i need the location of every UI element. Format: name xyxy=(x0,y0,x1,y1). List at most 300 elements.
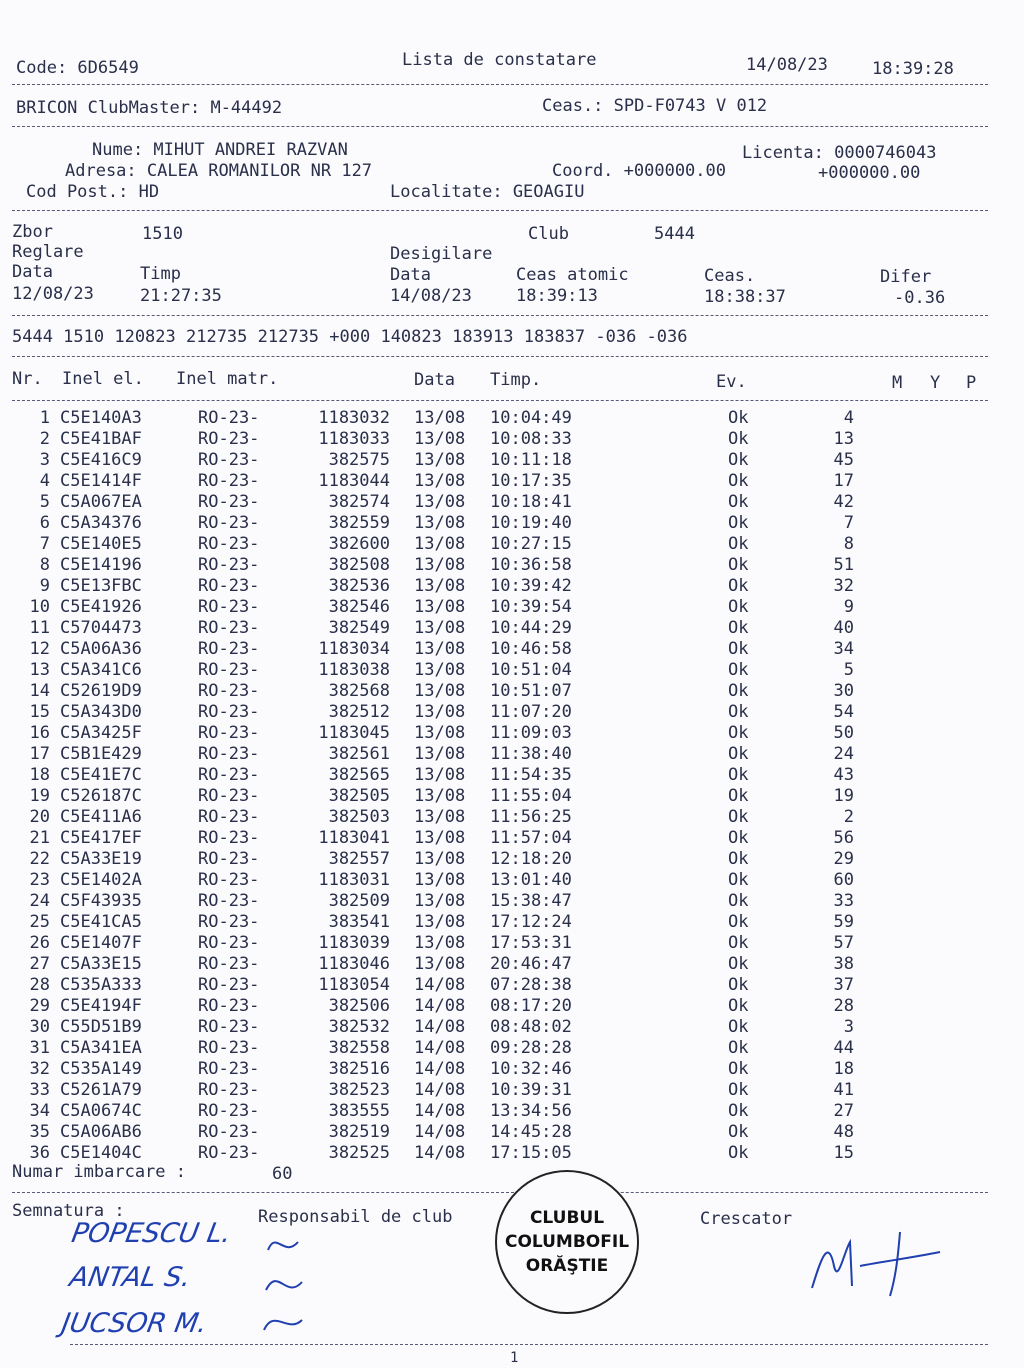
position-number: 13 xyxy=(833,429,854,449)
ring-prefix: RO-23- xyxy=(198,765,260,785)
ring-number: 382516 xyxy=(328,1059,390,1079)
table-row xyxy=(0,1080,1024,1101)
arrival-date: 14/08 xyxy=(414,1038,466,1058)
ring-number: 383555 xyxy=(328,1101,390,1121)
divider xyxy=(12,1192,988,1193)
position-number: 54 xyxy=(833,702,854,722)
club-stamp xyxy=(495,1170,639,1314)
row-number: 3 xyxy=(39,450,50,470)
ring-electronic: C5A34376 xyxy=(60,513,142,533)
ring-number: 382506 xyxy=(328,996,390,1016)
table-row xyxy=(0,555,1024,576)
row-number: 14 xyxy=(29,681,50,701)
arrival-date: 13/08 xyxy=(414,870,466,890)
col-inel-el: Inel el. xyxy=(62,369,144,389)
table-row xyxy=(0,828,1024,849)
ring-electronic: C5A06A36 xyxy=(60,639,142,659)
club-label: Club xyxy=(528,224,569,244)
table-row xyxy=(0,660,1024,681)
ring-electronic: C5B1E429 xyxy=(60,744,142,764)
ring-electronic: C5E1407F xyxy=(60,933,142,953)
arrival-date: 14/08 xyxy=(414,1059,466,1079)
position-number: 5 xyxy=(843,660,854,680)
arrival-time: 10:32:46 xyxy=(490,1059,572,1079)
reglare-date: 12/08/23 xyxy=(12,284,94,304)
event-status: Ok xyxy=(728,618,749,638)
arrival-date: 13/08 xyxy=(414,513,466,533)
position-number: 45 xyxy=(833,450,854,470)
ring-electronic: C5E417EF xyxy=(60,828,142,848)
event-status: Ok xyxy=(728,933,749,953)
ceas-label: Ceas. xyxy=(704,266,756,286)
ring-electronic: C5E140A3 xyxy=(60,408,142,428)
table-row xyxy=(0,471,1024,492)
table-row xyxy=(0,1122,1024,1143)
arrival-time: 17:12:24 xyxy=(490,912,572,932)
table-row xyxy=(0,786,1024,807)
event-status: Ok xyxy=(728,681,749,701)
ring-electronic: C5E140E5 xyxy=(60,534,142,554)
arrival-date: 13/08 xyxy=(414,954,466,974)
ring-prefix: RO-23- xyxy=(198,1017,260,1037)
club-responsible-label: Responsabil de club xyxy=(258,1207,453,1227)
arrival-time: 11:55:04 xyxy=(490,786,572,806)
arrival-time: 10:04:49 xyxy=(490,408,572,428)
arrival-date: 13/08 xyxy=(414,702,466,722)
arrival-time: 14:45:28 xyxy=(490,1122,572,1142)
arrival-date: 13/08 xyxy=(414,849,466,869)
owner-postal-code: Cod Post.: HD xyxy=(26,182,160,202)
ring-electronic: C5A341EA xyxy=(60,1038,142,1058)
table-row xyxy=(0,408,1024,429)
row-number: 12 xyxy=(29,639,50,659)
divider xyxy=(12,210,988,211)
arrival-date: 13/08 xyxy=(414,681,466,701)
ring-prefix: RO-23- xyxy=(198,744,260,764)
event-status: Ok xyxy=(728,492,749,512)
row-number: 25 xyxy=(29,912,50,932)
document-title: Lista de constatare xyxy=(402,50,597,70)
breeder-label: Crescator xyxy=(700,1209,793,1229)
table-row xyxy=(0,1017,1024,1038)
position-number: 32 xyxy=(833,576,854,596)
table-row xyxy=(0,576,1024,597)
ring-electronic: C52619D9 xyxy=(60,681,142,701)
ring-electronic: C5E41E7C xyxy=(60,765,142,785)
event-status: Ok xyxy=(728,996,749,1016)
arrival-time: 10:39:42 xyxy=(490,576,572,596)
col-y: Y xyxy=(930,373,941,393)
table-row xyxy=(0,912,1024,933)
handwritten-name: ANTAL S. xyxy=(67,1262,194,1293)
row-number: 26 xyxy=(29,933,50,953)
arrival-time: 08:17:20 xyxy=(490,996,572,1016)
table-row xyxy=(0,513,1024,534)
ceas-atomic-label: Ceas atomic xyxy=(516,265,629,285)
arrival-date: 14/08 xyxy=(414,1143,466,1163)
owner-coord2: +000000.00 xyxy=(818,163,921,183)
event-status: Ok xyxy=(728,471,749,491)
ring-prefix: RO-23- xyxy=(198,471,260,491)
divider xyxy=(12,356,988,357)
table-row xyxy=(0,1143,1024,1164)
divider xyxy=(70,1344,988,1345)
table-row xyxy=(0,933,1024,954)
ring-electronic: C5A341C6 xyxy=(60,660,142,680)
ring-number: 382536 xyxy=(328,576,390,596)
ring-electronic: C5A067EA xyxy=(60,492,142,512)
row-number: 9 xyxy=(39,576,50,596)
ring-number: 382557 xyxy=(328,849,390,869)
position-number: 50 xyxy=(833,723,854,743)
ring-electronic: C5A0674C xyxy=(60,1101,142,1121)
ring-prefix: RO-23- xyxy=(198,1080,260,1100)
owner-locality: Localitate: GEOAGIU xyxy=(390,182,585,202)
position-number: 44 xyxy=(833,1038,854,1058)
event-status: Ok xyxy=(728,954,749,974)
event-status: Ok xyxy=(728,891,749,911)
arrival-time: 11:09:03 xyxy=(490,723,572,743)
event-status: Ok xyxy=(728,807,749,827)
ring-electronic: C5E13FBC xyxy=(60,576,142,596)
position-number: 27 xyxy=(833,1101,854,1121)
owner-coord: Coord. +000000.00 xyxy=(552,161,726,181)
boarding-count: 60 xyxy=(272,1164,293,1184)
ring-number: 382523 xyxy=(328,1080,390,1100)
event-status: Ok xyxy=(728,660,749,680)
arrival-date: 14/08 xyxy=(414,975,466,995)
table-row xyxy=(0,681,1024,702)
position-number: 30 xyxy=(833,681,854,701)
event-status: Ok xyxy=(728,639,749,659)
ring-prefix: RO-23- xyxy=(198,849,260,869)
row-number: 35 xyxy=(29,1122,50,1142)
ring-prefix: RO-23- xyxy=(198,450,260,470)
ring-number: 1183054 xyxy=(318,975,390,995)
arrival-time: 10:39:54 xyxy=(490,597,572,617)
row-number: 10 xyxy=(29,597,50,617)
arrival-time: 17:15:05 xyxy=(490,1143,572,1163)
ring-prefix: RO-23- xyxy=(198,723,260,743)
table-row xyxy=(0,723,1024,744)
ring-number: 1183034 xyxy=(318,639,390,659)
event-status: Ok xyxy=(728,1080,749,1100)
ring-electronic: C5E41CA5 xyxy=(60,912,142,932)
code-label: Code: 6D6549 xyxy=(16,58,139,78)
code-line: 5444 1510 120823 212735 212735 +000 140823 183913 183837 -036 -036 xyxy=(12,327,688,347)
ring-number: 382575 xyxy=(328,450,390,470)
arrival-time: 13:01:40 xyxy=(490,870,572,890)
clock-id: Ceas.: SPD-F0743 V 012 xyxy=(542,96,768,116)
arrival-time: 20:46:47 xyxy=(490,954,572,974)
ring-number: 383541 xyxy=(328,912,390,932)
ring-number: 382525 xyxy=(328,1143,390,1163)
col-p: P xyxy=(966,373,977,393)
ring-prefix: RO-23- xyxy=(198,1059,260,1079)
arrival-time: 10:11:18 xyxy=(490,450,572,470)
ring-prefix: RO-23- xyxy=(198,555,260,575)
divider xyxy=(12,315,988,316)
reglare-label: Reglare xyxy=(12,242,84,262)
ring-electronic: C5A33E19 xyxy=(60,849,142,869)
arrival-date: 13/08 xyxy=(414,597,466,617)
table-row xyxy=(0,618,1024,639)
ring-prefix: RO-23- xyxy=(198,891,260,911)
arrival-time: 10:36:58 xyxy=(490,555,572,575)
table-row xyxy=(0,1101,1024,1122)
ring-electronic: C5E411A6 xyxy=(60,807,142,827)
arrival-time: 10:51:07 xyxy=(490,681,572,701)
position-number: 9 xyxy=(843,597,854,617)
arrival-date: 13/08 xyxy=(414,933,466,953)
arrival-time: 10:08:33 xyxy=(490,429,572,449)
row-number: 13 xyxy=(29,660,50,680)
row-number: 22 xyxy=(29,849,50,869)
ring-number: 382568 xyxy=(328,681,390,701)
arrival-date: 13/08 xyxy=(414,534,466,554)
position-number: 40 xyxy=(833,618,854,638)
desigilare-clock: 18:38:37 xyxy=(704,287,786,307)
flight-label: Zbor xyxy=(12,222,53,242)
header-date: 14/08/23 xyxy=(746,55,828,75)
ring-prefix: RO-23- xyxy=(198,1122,260,1142)
arrival-time: 11:56:25 xyxy=(490,807,572,827)
table-row xyxy=(0,954,1024,975)
row-number: 5 xyxy=(39,492,50,512)
position-number: 43 xyxy=(833,765,854,785)
ring-electronic: C5E41926 xyxy=(60,597,142,617)
row-number: 34 xyxy=(29,1101,50,1121)
col-nr: Nr. xyxy=(12,369,43,389)
event-status: Ok xyxy=(728,1143,749,1163)
ring-prefix: RO-23- xyxy=(198,807,260,827)
position-number: 56 xyxy=(833,828,854,848)
ring-prefix: RO-23- xyxy=(198,513,260,533)
handwritten-initials xyxy=(258,1222,318,1352)
ring-number: 1183038 xyxy=(318,660,390,680)
event-status: Ok xyxy=(728,1017,749,1037)
position-number: 60 xyxy=(833,870,854,890)
row-number: 15 xyxy=(29,702,50,722)
divider xyxy=(12,126,988,127)
desigilare-atomic: 18:39:13 xyxy=(516,286,598,306)
reglare-time: 21:27:35 xyxy=(140,286,222,306)
arrival-time: 10:51:04 xyxy=(490,660,572,680)
table-row xyxy=(0,450,1024,471)
row-number: 6 xyxy=(39,513,50,533)
event-status: Ok xyxy=(728,912,749,932)
arrival-date: 13/08 xyxy=(414,429,466,449)
position-number: 42 xyxy=(833,492,854,512)
ring-number: 382512 xyxy=(328,702,390,722)
handwritten-name: JUCSOR M. xyxy=(59,1308,210,1339)
event-status: Ok xyxy=(728,702,749,722)
arrival-time: 13:34:56 xyxy=(490,1101,572,1121)
row-number: 32 xyxy=(29,1059,50,1079)
row-number: 24 xyxy=(29,891,50,911)
arrival-time: 08:48:02 xyxy=(490,1017,572,1037)
col-m: M xyxy=(892,373,903,393)
ring-electronic: C535A333 xyxy=(60,975,142,995)
arrival-time: 15:38:47 xyxy=(490,891,572,911)
ring-electronic: C5A343D0 xyxy=(60,702,142,722)
stamp-line: CLUBUL xyxy=(529,1208,605,1228)
page-number: 1 xyxy=(510,1350,519,1366)
club-number: 5444 xyxy=(654,224,695,244)
row-number: 36 xyxy=(29,1143,50,1163)
ring-number: 382532 xyxy=(328,1017,390,1037)
arrival-date: 14/08 xyxy=(414,1017,466,1037)
row-number: 1 xyxy=(39,408,50,428)
arrival-date: 13/08 xyxy=(414,828,466,848)
event-status: Ok xyxy=(728,555,749,575)
owner-name: Nume: MIHUT ANDREI RAZVAN xyxy=(92,140,348,160)
arrival-date: 13/08 xyxy=(414,723,466,743)
position-number: 24 xyxy=(833,744,854,764)
ring-prefix: RO-23- xyxy=(198,1143,260,1163)
ring-electronic: C5A33E15 xyxy=(60,954,142,974)
ring-number: 382546 xyxy=(328,597,390,617)
data-label-2: Data xyxy=(390,265,431,285)
ring-electronic: C5E14196 xyxy=(60,555,142,575)
row-number: 29 xyxy=(29,996,50,1016)
ring-electronic: C5E1402A xyxy=(60,870,142,890)
data-label: Data xyxy=(12,262,53,282)
row-number: 20 xyxy=(29,807,50,827)
ring-number: 1183041 xyxy=(318,828,390,848)
signature-label: Semnatura : xyxy=(12,1201,125,1221)
table-row xyxy=(0,492,1024,513)
position-number: 57 xyxy=(833,933,854,953)
event-status: Ok xyxy=(728,576,749,596)
arrival-date: 13/08 xyxy=(414,576,466,596)
ring-prefix: RO-23- xyxy=(198,492,260,512)
ring-number: 382558 xyxy=(328,1038,390,1058)
ring-prefix: RO-23- xyxy=(198,702,260,722)
ring-prefix: RO-23- xyxy=(198,996,260,1016)
event-status: Ok xyxy=(728,1122,749,1142)
ring-prefix: RO-23- xyxy=(198,534,260,554)
position-number: 48 xyxy=(833,1122,854,1142)
arrival-time: 11:54:35 xyxy=(490,765,572,785)
row-number: 27 xyxy=(29,954,50,974)
row-number: 31 xyxy=(29,1038,50,1058)
arrival-date: 13/08 xyxy=(414,744,466,764)
ring-number: 382559 xyxy=(328,513,390,533)
table-row xyxy=(0,870,1024,891)
event-status: Ok xyxy=(728,849,749,869)
arrival-date: 13/08 xyxy=(414,639,466,659)
ring-prefix: RO-23- xyxy=(198,954,260,974)
ring-prefix: RO-23- xyxy=(198,681,260,701)
arrival-date: 13/08 xyxy=(414,807,466,827)
arrival-time: 10:39:31 xyxy=(490,1080,572,1100)
ring-number: 1183031 xyxy=(318,870,390,890)
ring-number: 1183044 xyxy=(318,471,390,491)
arrival-date: 13/08 xyxy=(414,786,466,806)
row-number: 17 xyxy=(29,744,50,764)
event-status: Ok xyxy=(728,975,749,995)
timp-label: Timp xyxy=(140,264,181,284)
col-ev: Ev. xyxy=(716,372,747,392)
header-time: 18:39:28 xyxy=(872,59,954,79)
desigilare-label: Desigilare xyxy=(390,244,493,264)
ring-number: 1183046 xyxy=(318,954,390,974)
row-number: 18 xyxy=(29,765,50,785)
ring-electronic: C5E4194F xyxy=(60,996,142,1016)
position-number: 8 xyxy=(843,534,854,554)
row-number: 21 xyxy=(29,828,50,848)
ring-number: 382509 xyxy=(328,891,390,911)
ring-number: 382505 xyxy=(328,786,390,806)
table-row xyxy=(0,1059,1024,1080)
arrival-date: 13/08 xyxy=(414,555,466,575)
ring-number: 382574 xyxy=(328,492,390,512)
ring-number: 1183033 xyxy=(318,429,390,449)
difer-label: Difer xyxy=(880,267,932,287)
position-number: 2 xyxy=(843,807,854,827)
arrival-date: 13/08 xyxy=(414,450,466,470)
difference: -0.36 xyxy=(894,288,946,308)
event-status: Ok xyxy=(728,408,749,428)
breeder-signature xyxy=(800,1222,950,1302)
divider xyxy=(12,84,988,85)
ring-electronic: C535A149 xyxy=(60,1059,142,1079)
ring-prefix: RO-23- xyxy=(198,975,260,995)
row-number: 16 xyxy=(29,723,50,743)
row-number: 30 xyxy=(29,1017,50,1037)
position-number: 4 xyxy=(843,408,854,428)
table-row xyxy=(0,597,1024,618)
row-number: 33 xyxy=(29,1080,50,1100)
ring-prefix: RO-23- xyxy=(198,660,260,680)
ring-number: 382600 xyxy=(328,534,390,554)
arrival-time: 12:18:20 xyxy=(490,849,572,869)
ring-number: 1183032 xyxy=(318,408,390,428)
table-row xyxy=(0,996,1024,1017)
table-row xyxy=(0,639,1024,660)
ring-prefix: RO-23- xyxy=(198,576,260,596)
event-status: Ok xyxy=(728,723,749,743)
row-number: 4 xyxy=(39,471,50,491)
row-number: 28 xyxy=(29,975,50,995)
position-number: 28 xyxy=(833,996,854,1016)
arrival-time: 17:53:31 xyxy=(490,933,572,953)
position-number: 34 xyxy=(833,639,854,659)
col-data: Data xyxy=(414,370,455,390)
event-status: Ok xyxy=(728,534,749,554)
handwritten-name: POPESCU L. xyxy=(69,1218,234,1249)
event-status: Ok xyxy=(728,429,749,449)
arrival-date: 13/08 xyxy=(414,408,466,428)
ring-electronic: C526187C xyxy=(60,786,142,806)
boarding-count-label: Numar imbarcare : xyxy=(12,1162,186,1182)
ring-electronic: C5E1404C xyxy=(60,1143,142,1163)
arrival-date: 13/08 xyxy=(414,471,466,491)
ring-number: 382565 xyxy=(328,765,390,785)
table-row xyxy=(0,975,1024,996)
ring-number: 382561 xyxy=(328,744,390,764)
event-status: Ok xyxy=(728,597,749,617)
arrival-date: 14/08 xyxy=(414,996,466,1016)
event-status: Ok xyxy=(728,870,749,890)
divider xyxy=(12,400,988,401)
arrival-time: 10:46:58 xyxy=(490,639,572,659)
arrival-date: 14/08 xyxy=(414,1122,466,1142)
arrival-date: 14/08 xyxy=(414,1080,466,1100)
event-status: Ok xyxy=(728,450,749,470)
ring-prefix: RO-23- xyxy=(198,429,260,449)
